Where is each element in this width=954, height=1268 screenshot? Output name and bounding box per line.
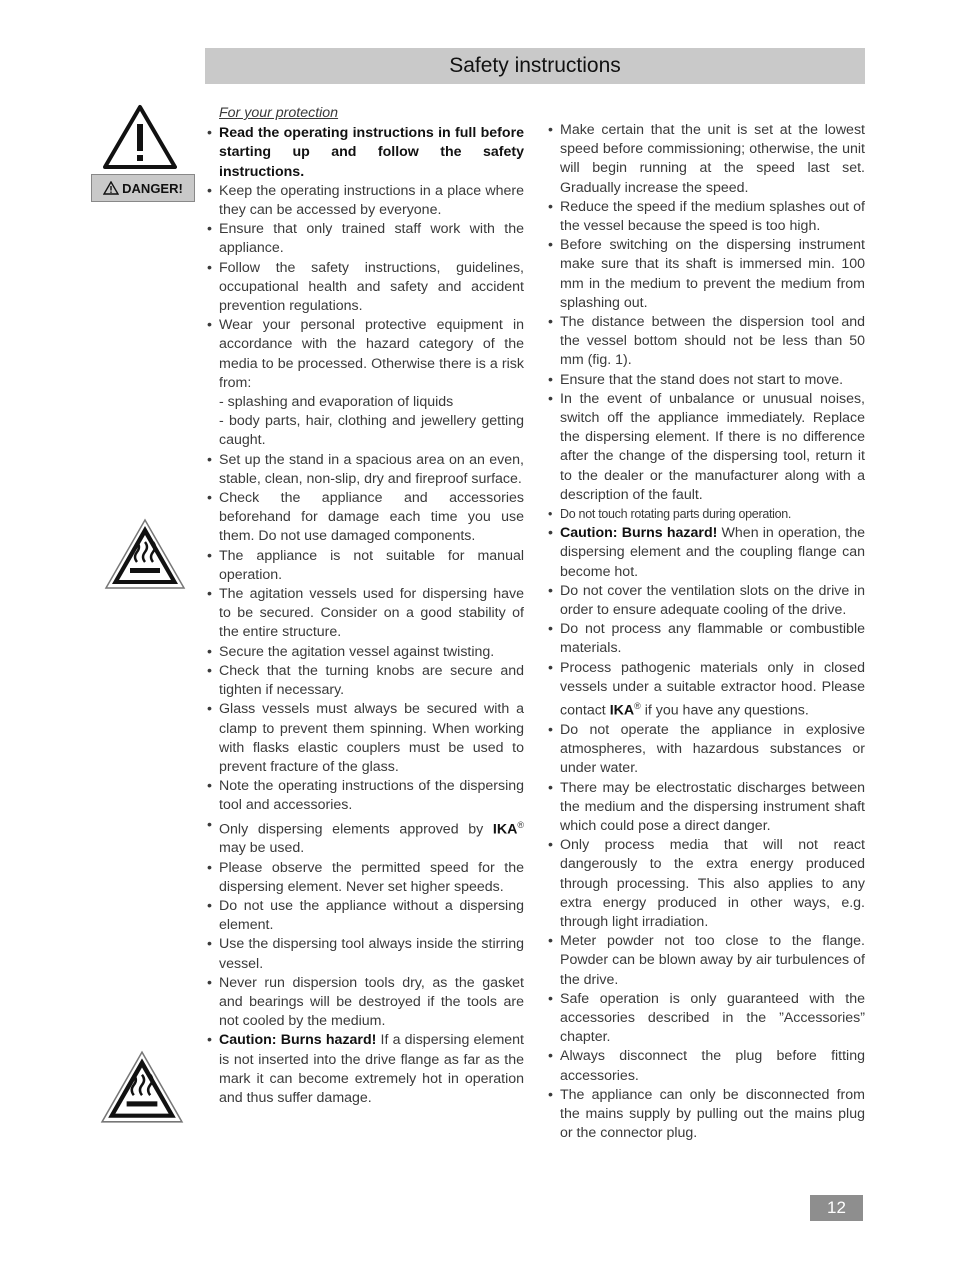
section-subheading: For your protection: [219, 105, 339, 121]
brand-name: IKA: [609, 702, 635, 719]
list-item: • Follow the safety instructions, guidelines, occupational health and safety and accident prevention regulations.: [206, 259, 524, 317]
right-column: [547, 121, 865, 1144]
list-item: • Wear your personal protective equipment in accordance with the hazard category of the media to be processed. Otherwise there is a risk from: - splashing and evaporation of liquids - body parts, hair, clothing and jewellery getting caught.: [206, 316, 524, 450]
hot-surface-icon-2: [100, 1050, 184, 1124]
list-item: • Do not use the appliance without a dispersing element.: [206, 897, 524, 935]
list-item: • Read the operating instructions in full before starting up and follow the safety instructions.: [206, 124, 524, 182]
brand-name: IKA: [492, 821, 518, 838]
list-item: • Do not cover the ventilation slots on the drive in order to ensure adequate cooling of the drive.: [547, 582, 865, 620]
list-item: • Safe operation is only guaranteed with the accessories described in the ”Accessories” chapter.: [547, 990, 865, 1048]
caution-label: Caution: Burns hazard!: [560, 525, 718, 542]
list-item: • Meter powder not too close to the flange. Powder can be blown away by air turbulences of the drive.: [547, 932, 865, 990]
list-item: • Use the dispersing tool always inside the stirring vessel.: [206, 935, 524, 973]
caution-label: Caution: Burns hazard!: [219, 1032, 377, 1049]
danger-badge: [91, 174, 195, 202]
list-item: • Secure the agitation vessel against twisting.: [206, 643, 524, 662]
list-item: • Ensure that the stand does not start to move.: [547, 371, 865, 390]
page-number: 12: [810, 1195, 863, 1221]
list-item: • Always disconnect the plug before fitting accessories.: [547, 1047, 865, 1085]
list-item: • Note the operating instructions of the dispersing tool and accessories.: [206, 777, 524, 815]
list-item: • Do not operate the appliance in explosive atmospheres, with hazardous substances or under water.: [547, 721, 865, 779]
list-item: • Check that the turning knobs are secure and tighten if necessary.: [206, 662, 524, 700]
list-item: • Before switching on the dispersing instrument make sure that its shaft is immersed min. 100 mm in the medium to prevent the medium from splashing out.: [547, 236, 865, 313]
page-title: Safety instructions: [449, 54, 621, 77]
list-item: • The appliance can only be disconnected from the mains supply by pulling out the mains plug or the connector plug.: [547, 1086, 865, 1144]
list-item: • There may be electrostatic discharges between the medium and the dispersing instrument shaft which could pose a direct danger.: [547, 779, 865, 837]
list-item: • Please observe the permitted speed for the dispersing element. Never set higher speeds.: [206, 859, 524, 897]
list-item: • Glass vessels must always be secured with a clamp to prevent them spinning. When working with flasks elastic couplers must be used to prevent fracture of the glass.: [206, 700, 524, 777]
list-item: • Ensure that only trained staff work with the appliance.: [206, 220, 524, 258]
left-column: [206, 104, 524, 1108]
list-item: • In the event of unbalance or unusual noises, switch off the appliance immediately. Replace the dispersing element. If there is no difference after the change of the dispersing tool, return it to the dealer or the manufacturer along with a description of the fault.: [547, 390, 865, 505]
hot-surface-icon: [104, 518, 186, 590]
list-item: • Set up the stand in a spacious area on an even, stable, clean, non-slip, dry and fireproof surface.: [206, 451, 524, 489]
list-item: • Make certain that the unit is set at the lowest speed before commissioning; otherwise, the unit will begin running at the speed last set. Gradually increase the speed.: [547, 121, 865, 198]
small-warning-icon: [103, 181, 119, 195]
registered-mark: ®: [517, 819, 524, 830]
right-list: [547, 121, 865, 1144]
list-item: • Check the appliance and accessories beforehand for damage each time you use them. Do not use damaged components.: [206, 489, 524, 547]
warning-triangle-icon: [103, 104, 177, 170]
list-subitem: - splashing and evaporation of liquids: [219, 394, 454, 411]
list-item: • Only dispersing elements approved by IKA® may be used.: [206, 816, 524, 859]
list-item: • Keep the operating instructions in a place where they can be accessed by everyone.: [206, 182, 524, 220]
list-item: • Do not touch rotating parts during operation.: [547, 505, 865, 524]
list-item: • Do not process any flammable or combustible materials.: [547, 620, 865, 658]
list-item: • The agitation vessels used for dispersing have to be secured. Consider on a good stability of the entire structure.: [206, 585, 524, 643]
list-item: • Caution: Burns hazard! If a dispersing element is not inserted into the drive flange as far as the mark it can become extremely hot in operation and thus suffer damage.: [206, 1031, 524, 1108]
registered-mark: ®: [634, 701, 641, 712]
list-item: • The distance between the dispersion tool and the vessel bottom should not be less than 50 mm (fig. 1).: [547, 313, 865, 371]
list-item: • Only process media that will not react dangerously to the extra energy produced through processing. This also applies to any extra energy produced in other ways, e.g. through light irradiation.: [547, 836, 865, 932]
list-item: • Never run dispersion tools dry, as the gasket and bearings will be destroyed if the tools are not cooled by the medium.: [206, 974, 524, 1032]
list-item: • Reduce the speed if the medium splashes out of the vessel because the speed is too high.: [547, 198, 865, 236]
title-bar: [205, 48, 865, 84]
list-item: • Caution: Burns hazard! When in operation, the dispersing element and the coupling flange can become hot.: [547, 524, 865, 582]
danger-label: DANGER!: [122, 180, 183, 196]
left-list: [206, 124, 524, 1108]
list-item: • The appliance is not suitable for manual operation.: [206, 547, 524, 585]
list-subitem: - body parts, hair, clothing and jewellery getting caught.: [219, 413, 524, 449]
list-item: • Process pathogenic materials only in closed vessels under a suitable extractor hood. Please contact IKA® if you have any questions.: [547, 659, 865, 721]
